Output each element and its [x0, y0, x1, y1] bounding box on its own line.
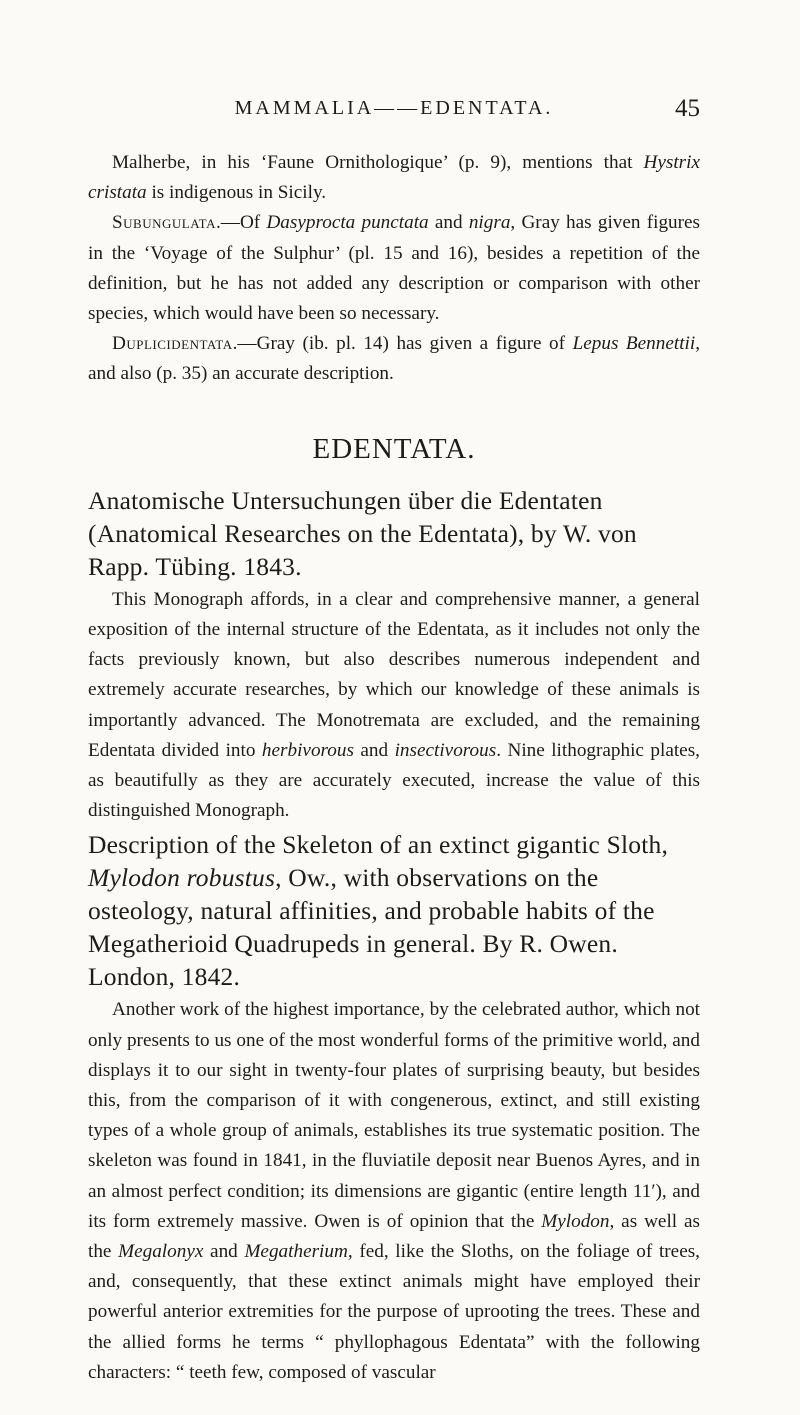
entry-title-rapp: Anatomische Untersuchungen über die Edentaten (Anatomical Researches on the Edentata), by W. von Rapp. Tübing. 1843. [88, 485, 637, 581]
text: .—Of [215, 212, 267, 234]
paragraph-subungulata [88, 208, 700, 329]
text: Description of the Skeleton of an extinct gigantic Sloth, [88, 830, 669, 860]
section-heading: EDENTATA. [312, 432, 476, 465]
paragraph-hystrix [88, 148, 700, 208]
running-head: MAMMALIA——EDENTATA. [234, 97, 554, 119]
text: , Ow., with observations on the osteology, natural affinities, and probable habits of the Megatherioid Quadrupeds in general. By R. Owen. London, 1842. [88, 863, 655, 992]
emphasis: herbivorous [261, 739, 354, 761]
text: , and also (p. 35) an accurate description. [88, 333, 700, 385]
text: Another work of the highest importance, by the celebrated author, which not only presents to us one of the most wonderful forms of the primitive world, and displays it to our sight in twenty-four plates of surprising beauty, but besides this, from the comparison of it with congenerous, extinct, and still existing types of a whole group of animals, establishes its true systematic position. The skeleton was found in 1841, in the fluviatile deposit near Buenos Ayres, and in an almost perfect condition; its dimensions are gigantic (entire length 11′), and its form extremely massive. Owen is of opinion that the [88, 999, 700, 1232]
text: is indigenous in Sicily. [146, 182, 327, 204]
text: , as well as the [88, 1210, 700, 1263]
text: Malherbe, in his ‘Faune Ornithologique’ (p. 9), mentions that [112, 152, 644, 173]
page-number: 45 [675, 95, 700, 122]
species-name: Lepus Bennettii [572, 333, 696, 355]
text: , Gray has given figures in the ‘Voyage of the Sulphur’ (pl. 15 and 16), besides a repetition of the definition, but he has not added any description or comparison with other species, which would have been so necessary. [88, 212, 700, 325]
page-header [88, 95, 700, 135]
text: .—Gray (ib. pl. 14) has given a figure of [232, 333, 573, 355]
species-name: nigra [468, 212, 511, 234]
species-name: Dasyprocta punctata [266, 212, 429, 234]
text: This Monograph affords, in a clear and comprehensive manner, a general exposition of the internal structure of the Edentata, as it includes not only the facts previously known, but also describes numerous independent and extremely accurate researches, by which our knowledge of these animals is importantly advanced. The Monotremata are excluded, and the remaining Edentata divided into [88, 588, 700, 761]
genus-name: Megatherium [244, 1241, 348, 1263]
species-name: Mylodon robustus [88, 863, 276, 893]
genus-name: Mylodon [541, 1210, 610, 1232]
paragraph-owen-review [88, 995, 700, 1388]
group-label: Duplicidentata [112, 333, 233, 355]
paragraph-rapp-review [88, 585, 700, 827]
paragraph-duplicidentata [88, 329, 700, 389]
genus-name: Megalonyx [118, 1241, 204, 1263]
emphasis: insectivorous [394, 739, 497, 761]
species-name: Hystrix cristata [88, 152, 700, 204]
text: and [428, 212, 469, 234]
text: and [353, 739, 395, 761]
group-label: Subungulata [112, 212, 216, 234]
text: . Nine lithographic plates, as beautifully as they are accurately executed, increase the value of this distinguished Monograph. [88, 739, 700, 822]
page-body [88, 148, 700, 1388]
text: and [203, 1241, 245, 1263]
text: , fed, like the Sloths, on the foliage of trees, and, consequently, that these extinct animals might have employed their powerful anterior extremities for the purpose of uprooting the trees. These and the allied forms he terms “ phyllophagous Edentata” with the following characters: “ teeth few, composed of vascular [88, 1241, 700, 1383]
entry-title-owen [88, 828, 700, 993]
